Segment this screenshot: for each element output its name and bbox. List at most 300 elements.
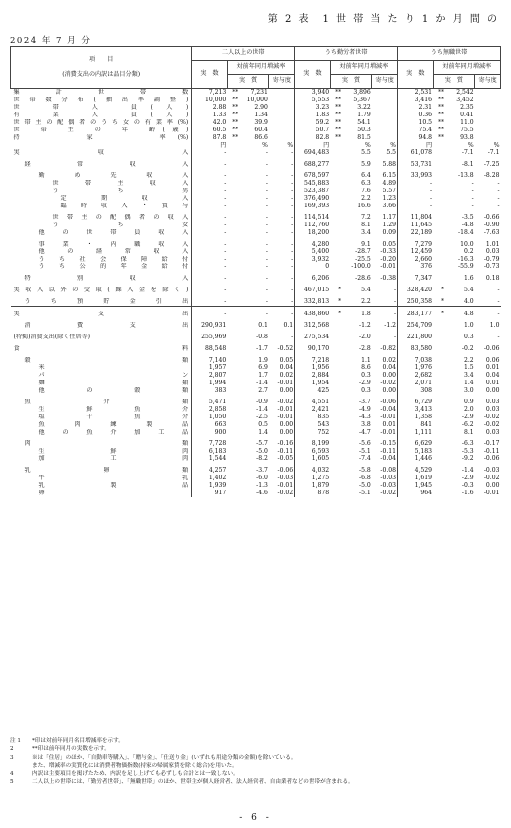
actual-value: 4,280: [295, 241, 331, 249]
contribution: -0.73: [483, 263, 500, 271]
real-change: -: [471, 195, 474, 202]
contribution: -: [291, 248, 294, 256]
table-row: [11, 229, 501, 237]
marker: [227, 490, 238, 498]
table-row: [11, 104, 501, 112]
contribution: -: [291, 255, 294, 263]
table-row: [11, 127, 501, 135]
real-change: -: [471, 187, 474, 195]
contribution: -0.16: [277, 440, 294, 448]
marker: [330, 214, 341, 222]
contribution: -0.33: [380, 248, 397, 256]
col-change: 対前年同月増減率: [330, 61, 397, 75]
real-change: -28.7: [355, 248, 371, 256]
real-change: -1.4: [461, 466, 474, 474]
real-change: -0.9: [256, 398, 268, 406]
actual-value: -: [398, 195, 434, 203]
real-change: 3.8: [361, 421, 371, 428]
marker: [433, 399, 444, 407]
actual-value: 1,402: [192, 475, 228, 483]
marker: [330, 345, 341, 353]
marker: [227, 475, 238, 483]
marker: [330, 475, 341, 483]
contribution: 0.00: [382, 371, 397, 379]
contribution: 1.0: [489, 322, 500, 329]
contribution: -0.01: [277, 482, 294, 489]
table-row: [11, 195, 501, 203]
table-row: [11, 203, 501, 211]
actual-value: 11,645: [398, 222, 434, 230]
real-change: 54.1: [357, 119, 371, 126]
table-row: [11, 161, 501, 169]
real-change: -: [265, 187, 268, 195]
col-actual: 実 数: [295, 61, 331, 89]
actual-value: 425: [295, 387, 331, 395]
marker: **: [335, 104, 342, 111]
marker: [433, 475, 444, 483]
row-label: 肉 類: [11, 440, 192, 448]
contribution: -0.02: [483, 413, 500, 421]
actual-value: 7,279: [398, 241, 434, 249]
actual-value: 2,858: [192, 406, 228, 414]
marker: [330, 357, 341, 365]
real-change: -7.1: [461, 149, 474, 157]
real-change: 2.7: [258, 387, 268, 394]
row-label: 牛 乳: [11, 475, 192, 483]
actual-value: 7,347: [398, 275, 434, 283]
marker: [433, 195, 444, 203]
actual-value: 7,140: [192, 357, 228, 365]
real-change: -: [265, 214, 268, 221]
real-change: 0.3: [463, 333, 474, 341]
row-label: 消 費 支 出: [11, 322, 192, 330]
contribution: [475, 89, 501, 97]
actual-value: 1,956: [295, 364, 331, 372]
row-label: う ち 社 会 保 障 給 付: [11, 256, 192, 264]
actual-value: 4,257: [192, 467, 228, 475]
row-label: う ち 預 貯 金 引 出: [11, 298, 192, 306]
contribution: 3.66: [382, 202, 397, 210]
actual-value: 6,593: [295, 448, 331, 456]
contribution: -0.01: [380, 413, 397, 421]
marker: [330, 248, 341, 256]
footnotes: [10, 737, 501, 787]
table-row: [11, 287, 501, 295]
marker: **: [437, 134, 445, 141]
contribution: -0.90: [483, 221, 500, 229]
actual-value: 10.5: [398, 119, 434, 127]
row-label: 魚 肉 練 製 品: [11, 421, 192, 429]
row-label: 事 業 ・ 内 職 収 入: [11, 241, 192, 249]
real-change: -1.2: [359, 322, 371, 329]
row-label: 持 家 率(%): [11, 134, 192, 142]
real-change: -8.2: [256, 455, 268, 463]
table-row: [11, 448, 501, 456]
real-change: 5.9: [361, 160, 371, 168]
real-change: -5.1: [359, 447, 371, 455]
marker: [227, 380, 238, 388]
row-label: 特 別 収 入: [11, 275, 192, 283]
marker: [227, 287, 238, 295]
marker: *: [441, 298, 445, 305]
marker: [433, 440, 444, 448]
real-change: 1.0: [463, 322, 474, 329]
real-change: 1.8: [361, 310, 371, 318]
row-label: 世帯主の配偶者のうち女の有業率(%): [11, 119, 192, 127]
row-label: 卵: [11, 490, 192, 498]
marker: [227, 387, 238, 395]
actual-value: -: [398, 180, 434, 188]
actual-value: 900: [192, 429, 228, 437]
actual-value: 1,544: [192, 455, 228, 463]
marker: [227, 372, 238, 380]
real-change: -: [265, 255, 268, 263]
contribution: -: [291, 286, 294, 294]
marker: [227, 448, 238, 456]
contribution: -0.11: [483, 447, 500, 455]
real-change: 3.0: [463, 387, 474, 394]
marker: [227, 429, 238, 437]
contribution: -: [497, 180, 500, 187]
contribution: [372, 134, 398, 142]
real-change: -: [265, 275, 268, 282]
col-change: 対前年同月増減率: [227, 61, 294, 75]
contribution: 0.03: [485, 398, 500, 406]
footnote-text: ※は「住居」のほか、「自動車等購入」、「贈与金」、「仕送り金」(いずれも用途分類の金額)を除いている。: [32, 754, 297, 761]
actual-value: 112,760: [295, 222, 331, 230]
table-row: [11, 322, 501, 330]
marker: [330, 406, 341, 414]
footnote: [10, 745, 501, 753]
contribution: 1.23: [382, 195, 397, 202]
contribution: 5.57: [382, 187, 397, 195]
contribution: [475, 97, 501, 105]
actual-value: 2.31: [398, 104, 434, 112]
contribution: -0.05: [277, 455, 294, 463]
marker: [227, 406, 238, 414]
marker: [227, 229, 238, 237]
table-row: [11, 399, 501, 407]
marker: [330, 372, 341, 380]
footnote-number: 3: [10, 754, 14, 761]
actual-value: 7,218: [295, 357, 331, 365]
actual-value: 917: [192, 490, 228, 498]
contribution: 0.00: [382, 387, 397, 394]
row-label: 生 鮮 魚 介: [11, 406, 192, 414]
real-change: 10,000: [246, 96, 268, 104]
actual-value: 4,529: [398, 467, 434, 475]
marker: [330, 414, 341, 422]
actual-value: 61,078: [398, 149, 434, 157]
actual-value: 1,957: [192, 364, 228, 372]
actual-value: 22,189: [398, 229, 434, 237]
row-label: 世 帯 主 収 入: [11, 180, 192, 188]
marker: [330, 421, 341, 429]
actual-value: 5,471: [192, 399, 228, 407]
actual-value: 1,945: [398, 482, 434, 490]
contribution: -0.38: [380, 275, 397, 282]
row-label: 塩 干 魚 介: [11, 414, 192, 422]
marker: *: [338, 286, 342, 294]
contribution: -1.2: [384, 322, 397, 329]
row-label: 実 収 入: [11, 149, 192, 157]
actual-value: 221,800: [398, 334, 434, 342]
actual-value: 169,393: [295, 203, 331, 211]
actual-value: 3,413: [398, 406, 434, 414]
actual-value: 12,459: [398, 248, 434, 256]
real-change: -4.9: [359, 406, 371, 413]
marker: [330, 455, 341, 463]
marker: **: [437, 126, 445, 134]
marker: **: [437, 119, 445, 126]
real-change: -: [265, 149, 268, 157]
real-change: 8.1: [361, 221, 371, 229]
marker: [433, 180, 444, 188]
row-label: 定 期 収 入: [11, 195, 192, 203]
marker: [433, 203, 444, 211]
contribution: -: [291, 240, 294, 248]
table-row: [11, 263, 501, 271]
real-change: 2.2: [361, 298, 371, 305]
row-label: 世帯主の配偶者の収入: [11, 214, 192, 222]
marker: [433, 161, 444, 169]
marker: **: [232, 104, 239, 111]
real-change: -3.7: [359, 398, 371, 406]
table-row: [11, 222, 501, 230]
contribution: 5.5: [386, 149, 397, 157]
marker: [227, 203, 238, 211]
contribution: 0.01: [382, 421, 397, 428]
row-label: 食 料: [11, 345, 192, 353]
footnote-number: 5: [10, 779, 14, 786]
real-change: -1.7: [256, 345, 268, 353]
marker: **: [437, 104, 445, 111]
marker: [433, 345, 444, 353]
marker: [227, 161, 238, 169]
marker: [330, 322, 341, 330]
real-change: -6.2: [461, 421, 474, 428]
real-change: 11.0: [460, 119, 474, 126]
footnote-text: *印は対前年同月名目増減率を示す。: [32, 738, 124, 744]
real-change: -5.7: [256, 440, 268, 448]
contribution: 4.89: [382, 180, 397, 187]
actual-value: 10,000: [192, 97, 228, 105]
row-label: 他 の 経 常 収 入: [11, 248, 192, 256]
marker: [227, 364, 238, 372]
marker: [330, 263, 341, 271]
actual-value: 3,416: [398, 97, 434, 105]
real-change: 0.1: [258, 322, 268, 329]
marker: [330, 364, 341, 372]
group-header: うち無職世帯: [398, 47, 501, 61]
marker: [433, 467, 444, 475]
unit-label: %: [390, 141, 397, 149]
real-change: -3.7: [256, 466, 268, 474]
contribution: -: [291, 149, 294, 157]
actual-value: 2,531: [398, 89, 434, 97]
real-change: 8.6: [361, 364, 371, 372]
row-label: 実 支 出: [11, 311, 192, 319]
unit-label: %: [467, 141, 474, 149]
real-change: 5.5: [361, 149, 371, 157]
actual-value: -: [192, 180, 228, 188]
table-row: [11, 490, 501, 498]
real-change: -16.3: [458, 255, 474, 263]
real-change: -2.9: [359, 379, 371, 387]
footnote: [10, 778, 501, 786]
marker: [227, 322, 238, 330]
footnote-text: **印は前年同月の実数を示す。: [32, 746, 110, 753]
contribution: -0.17: [483, 440, 500, 448]
contribution: -0.01: [380, 263, 397, 271]
real-change: -13.8: [458, 172, 474, 180]
actual-value: 312,568: [295, 322, 331, 330]
real-change: -: [265, 286, 268, 294]
contribution: -0.02: [277, 489, 294, 497]
col-contrib: 寄与度: [269, 75, 295, 89]
real-change: 0.3: [361, 387, 371, 394]
row-label: 他 の 世 帯 員 収 入: [11, 229, 192, 237]
unit-label: 円: [192, 142, 228, 150]
real-change: 93.8: [460, 134, 474, 141]
real-change: -55.9: [458, 263, 474, 271]
marker: [330, 180, 341, 188]
actual-value: 11,804: [398, 214, 434, 222]
real-change: -6.8: [359, 474, 371, 482]
actual-value: -: [192, 161, 228, 169]
real-change: -5.3: [461, 447, 474, 455]
marker: **: [335, 126, 342, 134]
real-change: -0.2: [461, 345, 474, 353]
marker: [227, 334, 238, 342]
contribution: -: [291, 229, 294, 237]
table-row: [11, 275, 501, 283]
footnote-text: また、増減率の実質化には消費者物価指数(持家の帰属家賃を除く総合)を用いた。: [32, 762, 238, 769]
actual-value: 2,421: [295, 406, 331, 414]
footnote-number: 注 1: [10, 738, 21, 744]
col-contrib: 寄与度: [475, 75, 501, 89]
unit-label: %: [287, 141, 294, 149]
real-change: -9.2: [461, 455, 474, 463]
contribution: 0.03: [485, 248, 500, 256]
real-change: -: [265, 229, 268, 237]
marker: [433, 172, 444, 180]
actual-value: 87.8: [192, 134, 228, 142]
real-change: -1.3: [256, 482, 268, 489]
contribution: -0.01: [483, 489, 500, 497]
contribution: [269, 89, 295, 97]
marker: [330, 222, 341, 230]
marker: [433, 414, 444, 422]
marker: *: [441, 310, 445, 318]
contribution: -: [497, 202, 500, 210]
unit-label: 円: [295, 142, 331, 150]
actual-value: 1,939: [192, 482, 228, 490]
table-row: [11, 97, 501, 105]
contribution: 0.09: [382, 229, 397, 237]
actual-value: 438,860: [295, 311, 331, 319]
table-row: [11, 298, 501, 306]
real-change: -: [265, 202, 268, 210]
contribution: 0.01: [485, 364, 500, 372]
table-row: [11, 345, 501, 353]
table-row: [11, 414, 501, 422]
real-change: 60.4: [254, 126, 268, 134]
real-change: -: [265, 180, 268, 187]
marker: **: [437, 96, 445, 104]
contribution: -: [291, 298, 294, 305]
actual-value: 3,932: [295, 256, 331, 264]
contribution: -: [393, 298, 397, 305]
unit-label: %: [262, 141, 268, 149]
marker: [330, 399, 341, 407]
actual-value: 94.8: [398, 134, 434, 142]
actual-value: 42.0: [192, 119, 228, 127]
contribution: 0.00: [279, 421, 294, 428]
row-label: 有 業 人 員(人): [11, 112, 192, 120]
contribution: 0.03: [485, 406, 500, 413]
contribution: -0.06: [380, 398, 397, 406]
contribution: -: [497, 195, 500, 202]
actual-value: 1,275: [295, 475, 331, 483]
marker: [330, 467, 341, 475]
table-row: [11, 421, 501, 429]
actual-value: 835: [295, 414, 331, 422]
actual-value: 88,548: [192, 345, 228, 353]
report-date: 2024 年 7 月 分: [10, 36, 92, 46]
real-change: 4.0: [463, 298, 474, 305]
contribution: [372, 112, 398, 120]
actual-value: 1,050: [192, 414, 228, 422]
marker: [433, 364, 444, 372]
table-row: [11, 119, 501, 127]
marker: [433, 149, 444, 157]
real-change: -6.0: [256, 474, 268, 482]
marker: *: [338, 310, 342, 318]
actual-value: 5,183: [398, 448, 434, 456]
actual-value: 4,551: [295, 399, 331, 407]
real-change: 0.9: [463, 398, 474, 406]
marker: [227, 180, 238, 188]
contribution: -0.02: [380, 489, 397, 497]
real-change: 1.9: [258, 356, 268, 364]
contribution: -0.52: [277, 345, 294, 353]
contribution: -0.79: [483, 255, 500, 263]
contribution: -0.82: [380, 345, 397, 353]
real-change: -2.9: [461, 413, 474, 421]
marker: [227, 440, 238, 448]
actual-value: 82.8: [295, 134, 331, 142]
contribution: -: [291, 263, 294, 271]
contribution: [269, 119, 295, 127]
contribution: -: [291, 172, 294, 180]
contribution: -7.63: [483, 229, 500, 237]
marker: **: [437, 111, 445, 119]
contribution: 0.02: [382, 356, 397, 364]
table-row: [11, 172, 501, 180]
contribution: [475, 104, 501, 112]
marker: [330, 490, 341, 498]
contribution: -7.25: [483, 160, 500, 168]
real-change: -: [265, 221, 268, 229]
contribution: [475, 127, 501, 135]
contribution: -0.02: [483, 474, 500, 482]
contribution: -0.01: [277, 406, 294, 413]
real-change: -: [265, 248, 268, 256]
table-row: [11, 372, 501, 380]
actual-value: 688,277: [295, 161, 331, 169]
marker: [330, 188, 341, 196]
